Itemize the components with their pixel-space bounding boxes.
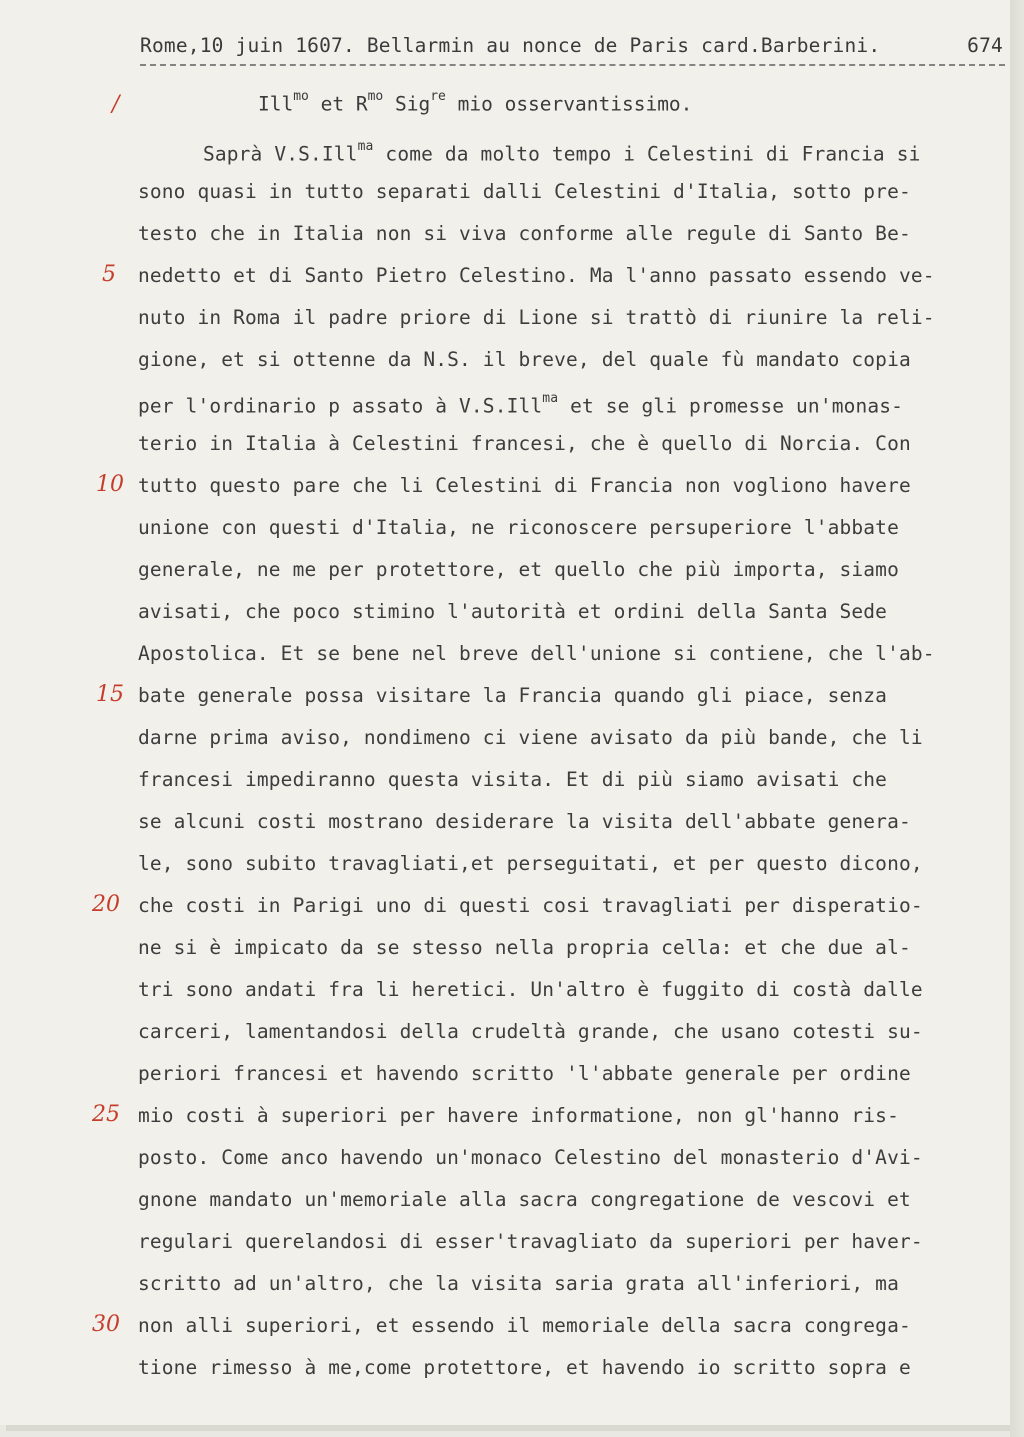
page-number: 674 bbox=[967, 34, 1003, 57]
text-line-first: Saprà V.S.Ill$^{ma}$ come da molto tempo i Celestini di Francia si bbox=[203, 139, 921, 166]
text-line: tione rimesso à me,come protettore, et havendo io scritto sopra e bbox=[138, 1356, 911, 1379]
text-line: francesi impediranno questa visita. Et di più siamo avisati che bbox=[138, 768, 888, 791]
text-line: se alcuni costi mostrano desiderare la visita dell'abbate genera- bbox=[138, 810, 911, 833]
text-line: ne si è impicato da se stesso nella propria cella: et che due al- bbox=[138, 936, 911, 959]
text-line: posto. Come anco havendo un'monaco Celestino del monasterio d'Avi- bbox=[138, 1146, 923, 1169]
text-line: mio costi à superiori per havere informatione, non gl'hanno ris- bbox=[138, 1104, 899, 1127]
text-line: gione, et si ottenne da N.S. il breve, del quale fù mandato copia bbox=[138, 348, 911, 371]
text-line: scritto ad un'altro, che la visita saria grata all'inferiori, ma bbox=[138, 1272, 899, 1295]
text-line-sup: per l'ordinario p assato à V.S.Ill$^{ma}$ et se gli promesse un'monas- bbox=[138, 391, 904, 418]
margin-mark: 20 bbox=[92, 892, 120, 917]
text-line: tutto questo pare che li Celestini di Francia non vogliono havere bbox=[138, 474, 911, 497]
margin-mark: 30 bbox=[92, 1312, 120, 1337]
document-header bbox=[140, 34, 1005, 57]
text-line: regulari querelandosi di esser'travagliato da superiori per haver- bbox=[138, 1230, 923, 1253]
margin-mark: 15 bbox=[96, 682, 124, 707]
text-line: carceri, lamentandosi della crudeltà grande, che usano cotesti su- bbox=[138, 1020, 923, 1043]
text-line: unione con questi d'Italia, ne riconoscere persuperiore l'abbate bbox=[138, 516, 899, 539]
text-line: gnone mandato un'memoriale alla sacra congregatione de vescovi et bbox=[138, 1188, 911, 1211]
margin-mark: / bbox=[112, 92, 120, 117]
header-divider bbox=[140, 64, 1005, 66]
text-line: avisati, che poco stimino l'autorità et ordini della Santa Sede bbox=[138, 600, 888, 623]
salutation: Ill$^{mo}$ et $R^{mo}$ Sig$^{re}$ mio osservantissimo. bbox=[258, 89, 693, 116]
text-line: darne prima aviso, nondimeno ci viene avisato da più bande, che li bbox=[138, 726, 923, 749]
text-line: sono quasi in tutto separati dalli Celestini d'Italia, sotto pre- bbox=[138, 180, 911, 203]
text-line: testo che in Italia non si viva conforme alle regule di Santo Be- bbox=[138, 222, 911, 245]
text-line: che costi in Parigi uno di questi cosi travagliati per disperatio- bbox=[138, 894, 923, 917]
text-line: non alli superiori, et essendo il memoriale della sacra congrega- bbox=[138, 1314, 911, 1337]
text-line: nuto in Roma il padre priore di Lione si trattò di riunire la reli- bbox=[138, 306, 935, 329]
text-line: tri sono andati fra li heretici. Un'altro è fuggito di costà dalle bbox=[138, 978, 923, 1001]
header-title: Rome,10 juin 1607. Bellarmin au nonce de Paris card.Barberini. bbox=[140, 34, 881, 57]
text-line: periori francesi et havendo scritto 'l'abbate generale per ordine bbox=[138, 1062, 911, 1085]
margin-mark: 10 bbox=[96, 472, 124, 497]
text-line: Apostolica. Et se bene nel breve dell'unione si contiene, che l'ab- bbox=[138, 642, 935, 665]
margin-mark: 5 bbox=[102, 262, 116, 287]
text-line: nedetto et di Santo Pietro Celestino. Ma l'anno passato essendo ve- bbox=[138, 264, 935, 287]
text-line: le, sono subito travagliati,et perseguitati, et per questo dicono, bbox=[138, 852, 923, 875]
text-line: bate generale possa visitare la Francia quando gli piace, senza bbox=[138, 684, 888, 707]
text-line: generale, ne me per protettore, et quello che più importa, siamo bbox=[138, 558, 899, 581]
text-line: terio in Italia à Celestini francesi, che è quello di Norcia. Con bbox=[138, 432, 911, 455]
margin-mark: 25 bbox=[92, 1102, 120, 1127]
